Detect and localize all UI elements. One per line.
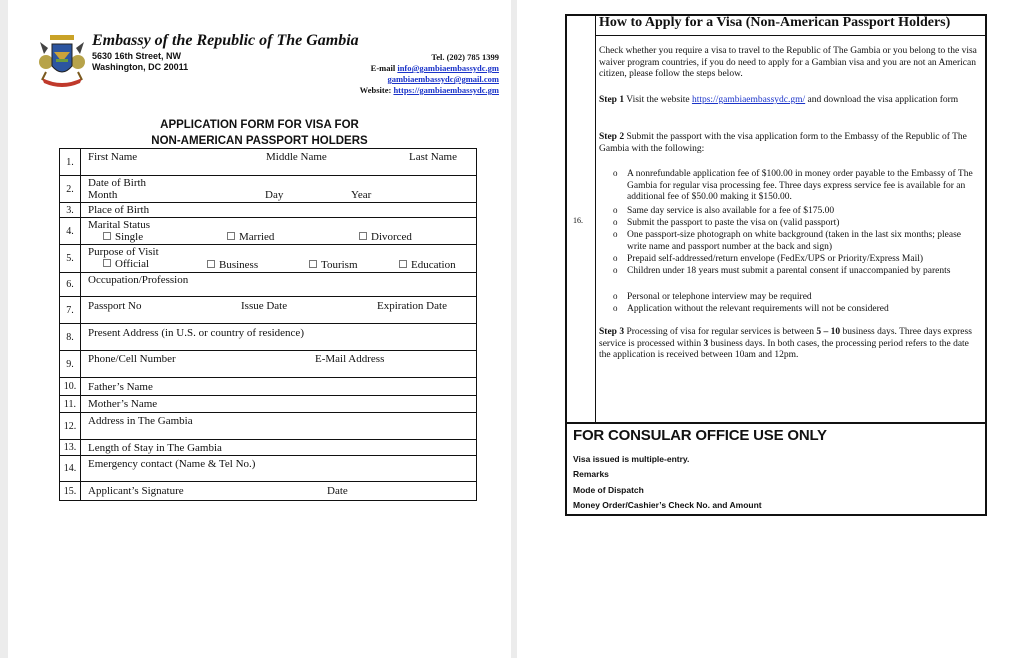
embassy-contact bbox=[360, 52, 499, 96]
website-label: Website: bbox=[359, 85, 392, 95]
form-row-emergency-contact[interactable] bbox=[60, 456, 476, 482]
place-of-birth-label: Place of Birth bbox=[88, 204, 150, 216]
embassy-address bbox=[92, 51, 188, 73]
website-link[interactable]: https://gambiaembassydc.gm bbox=[393, 85, 499, 95]
row-number: 11. bbox=[60, 396, 81, 412]
dispatch-line: Mode of Dispatch bbox=[573, 485, 644, 495]
form-row-mother-name[interactable] bbox=[60, 396, 476, 413]
first-name-label: First Name bbox=[88, 151, 138, 163]
married-label: Married bbox=[239, 231, 275, 243]
last-name-label: Last Name bbox=[409, 151, 457, 163]
step-2 bbox=[599, 132, 981, 155]
step-1 bbox=[599, 95, 981, 107]
form-page bbox=[8, 0, 511, 658]
telephone: Tel. (202) 785 1399 bbox=[431, 52, 499, 62]
official-checkbox[interactable] bbox=[103, 258, 149, 270]
form-row-place-of-birth[interactable] bbox=[60, 203, 476, 218]
requirement-item: o Submit the passport to paste the visa on (valid passport) bbox=[613, 218, 981, 230]
step-3-label: Step 3 bbox=[599, 327, 625, 337]
form-row-occupation[interactable] bbox=[60, 273, 476, 297]
form-row-phone-email[interactable] bbox=[60, 351, 476, 378]
length-of-stay-label: Length of Stay in The Gambia bbox=[88, 442, 222, 454]
step-3 bbox=[599, 327, 981, 362]
requirement-item: o Personal or telephone interview may be required bbox=[613, 292, 981, 304]
checkbox-icon[interactable] bbox=[103, 259, 111, 267]
divorced-checkbox[interactable] bbox=[359, 231, 412, 243]
requirement-item: o Same day service is also available for a fee of $175.00 bbox=[613, 206, 981, 218]
step-1-website-link[interactable]: https://gambiaembassydc.gm/ bbox=[691, 95, 806, 105]
phone-label: Phone/Cell Number bbox=[88, 353, 176, 365]
row-number: 14. bbox=[60, 456, 81, 481]
checkbox-icon[interactable] bbox=[227, 232, 235, 240]
form-row-dob[interactable] bbox=[60, 176, 476, 203]
step-2-label: Step 2 bbox=[599, 132, 625, 142]
step-1-text-b: and download the visa application form bbox=[807, 95, 959, 105]
emergency-contact-label: Emergency contact (Name & Tel No.) bbox=[88, 458, 256, 470]
occupation-label: Occupation/Profession bbox=[88, 274, 189, 286]
form-title bbox=[8, 117, 511, 149]
step-3-text-e: business days. In both cases, the processing period refers to the date the application is received between 10am and 12pm. bbox=[599, 338, 969, 360]
single-label: Single bbox=[115, 231, 144, 243]
row-number: 15. bbox=[60, 482, 81, 500]
instructions-heading: How to Apply for a Visa (Non-American Passport Holders) bbox=[596, 16, 985, 36]
tourism-checkbox[interactable] bbox=[309, 259, 358, 271]
consular-title: FOR CONSULAR OFFICE USE ONLY bbox=[573, 427, 827, 444]
tourism-label: Tourism bbox=[321, 259, 358, 271]
remarks-line: Remarks bbox=[573, 469, 609, 479]
form-row-gambia-address[interactable] bbox=[60, 413, 476, 440]
step-3-text-a: Processing of visa for regular services is between bbox=[626, 327, 815, 337]
visa-issued-line: Visa issued is multiple-entry. bbox=[573, 454, 690, 464]
education-checkbox[interactable] bbox=[399, 259, 456, 271]
row-number: 9. bbox=[60, 351, 81, 377]
checkbox-icon[interactable] bbox=[359, 232, 367, 240]
row-number: 7. bbox=[60, 297, 81, 323]
row-number: 3. bbox=[60, 203, 81, 217]
requirement-item: o One passport-size photograph on white background (taken in the last six months; please write name and passport number at the back and sign) bbox=[613, 230, 981, 253]
form-row-passport[interactable] bbox=[60, 297, 476, 324]
father-name-label: Father’s Name bbox=[88, 381, 153, 393]
address-line-1: 5630 16th Street, NW bbox=[92, 51, 182, 61]
gambia-address-label: Address in The Gambia bbox=[88, 415, 193, 427]
education-label: Education bbox=[411, 259, 456, 271]
instructions-page bbox=[517, 0, 1024, 658]
requirement-item: o A nonrefundable application fee of $100.00 in money order payable to the Embassy of The Gambia for regular visa processing fee. Three days express service fee is available for an additional fee of $50.00 making it $150.00. bbox=[613, 169, 981, 204]
row-number: 13. bbox=[60, 440, 81, 455]
instructions-row-number-cell bbox=[567, 16, 596, 422]
form-row-purpose bbox=[60, 245, 476, 273]
requirement-item: o Application without the relevant requirements will not be considered bbox=[613, 304, 981, 316]
marital-status-label: Marital Status bbox=[88, 219, 151, 231]
checkbox-icon[interactable] bbox=[103, 232, 111, 240]
signature-label: Applicant’s Signature bbox=[88, 485, 184, 497]
checkbox-icon[interactable] bbox=[399, 260, 407, 268]
checkbox-icon[interactable] bbox=[309, 260, 317, 268]
form-row-father-name[interactable] bbox=[60, 378, 476, 396]
consular-office-section bbox=[567, 422, 985, 514]
issue-date-label: Issue Date bbox=[241, 300, 288, 312]
row-number: 1. bbox=[60, 149, 81, 175]
requirement-item: o Children under 18 years must submit a parental consent if unaccompanied by parents bbox=[613, 266, 981, 278]
instructions-content bbox=[596, 16, 985, 422]
dob-year-label: Year bbox=[351, 189, 372, 201]
business-checkbox[interactable] bbox=[207, 259, 258, 271]
mother-name-label: Mother’s Name bbox=[88, 398, 158, 410]
form-row-present-address[interactable] bbox=[60, 324, 476, 351]
present-address-label: Present Address (in U.S. or country of residence) bbox=[88, 327, 304, 339]
divorced-label: Divorced bbox=[371, 231, 412, 243]
form-row-name[interactable] bbox=[60, 149, 476, 176]
step-2-text: Submit the passport with the visa application form to the Embassy of the Republic of The Gambia with the following: bbox=[599, 132, 967, 154]
embassy-name: Embassy of the Republic of The Gambia bbox=[92, 32, 359, 49]
single-checkbox[interactable] bbox=[103, 231, 143, 243]
row-number: 2. bbox=[60, 176, 81, 202]
purpose-label: Purpose of Visit bbox=[88, 246, 159, 258]
dob-label: Date of Birth bbox=[88, 177, 147, 189]
form-row-signature[interactable] bbox=[60, 482, 476, 501]
instructions-box bbox=[565, 14, 987, 516]
step-3-days: 5 – 10 bbox=[816, 327, 841, 337]
passport-no-label: Passport No bbox=[88, 300, 142, 312]
step-3-express-days: 3 bbox=[703, 338, 709, 349]
money-order-line: Money Order/Cashier’s Check No. and Amount bbox=[573, 500, 762, 510]
address-line-2: Washington, DC 20011 bbox=[92, 62, 189, 72]
requirement-item: o Prepaid self-addressed/return envelope (FedEx/UPS or Priority/Express Mail) bbox=[613, 254, 981, 266]
form-row-length-of-stay[interactable] bbox=[60, 440, 476, 456]
instructions-intro: Check whether you require a visa to travel to the Republic of The Gambia or you belong to the visa waiver program countries, if you do need to apply for a Gambian visa and you are not an American citizen, please follow the steps below. bbox=[599, 46, 977, 79]
dob-day-label: Day bbox=[265, 189, 284, 201]
official-label: Official bbox=[115, 258, 150, 270]
application-form-table bbox=[59, 148, 477, 501]
expiration-date-label: Expiration Date bbox=[377, 300, 447, 312]
row-number: 4. bbox=[60, 218, 81, 244]
form-title-line-2: NON-AMERICAN PASSPORT HOLDERS bbox=[151, 135, 368, 147]
business-label: Business bbox=[219, 259, 259, 271]
email-label: E-mail bbox=[370, 63, 396, 73]
step-1-text-a: Visit the website bbox=[626, 95, 690, 105]
row-number: 16. bbox=[573, 216, 583, 225]
dob-month-label: Month bbox=[88, 189, 118, 201]
row-number: 12. bbox=[60, 413, 81, 439]
email-address-label: E-Mail Address bbox=[315, 353, 385, 365]
coat-of-arms-logo bbox=[36, 32, 88, 92]
row-number: 5. bbox=[60, 245, 81, 272]
email-link-1[interactable]: info@gambiaembassydc.gm bbox=[397, 63, 499, 73]
signature-date-label: Date bbox=[327, 485, 348, 497]
row-number: 6. bbox=[60, 273, 81, 296]
checkbox-icon[interactable] bbox=[207, 260, 215, 268]
step-3-text-c: business days. Three days express service is processed within bbox=[599, 327, 972, 349]
row-number: 10. bbox=[60, 378, 81, 395]
form-title-line-1: APPLICATION FORM FOR VISA FOR bbox=[160, 119, 359, 131]
form-row-marital-status bbox=[60, 218, 476, 245]
email-link-2[interactable]: gambiaembassydc@gmail.com bbox=[387, 74, 499, 84]
middle-name-label: Middle Name bbox=[266, 151, 327, 163]
row-number: 8. bbox=[60, 324, 81, 350]
married-checkbox[interactable] bbox=[227, 231, 274, 243]
step-1-label: Step 1 bbox=[599, 95, 625, 105]
